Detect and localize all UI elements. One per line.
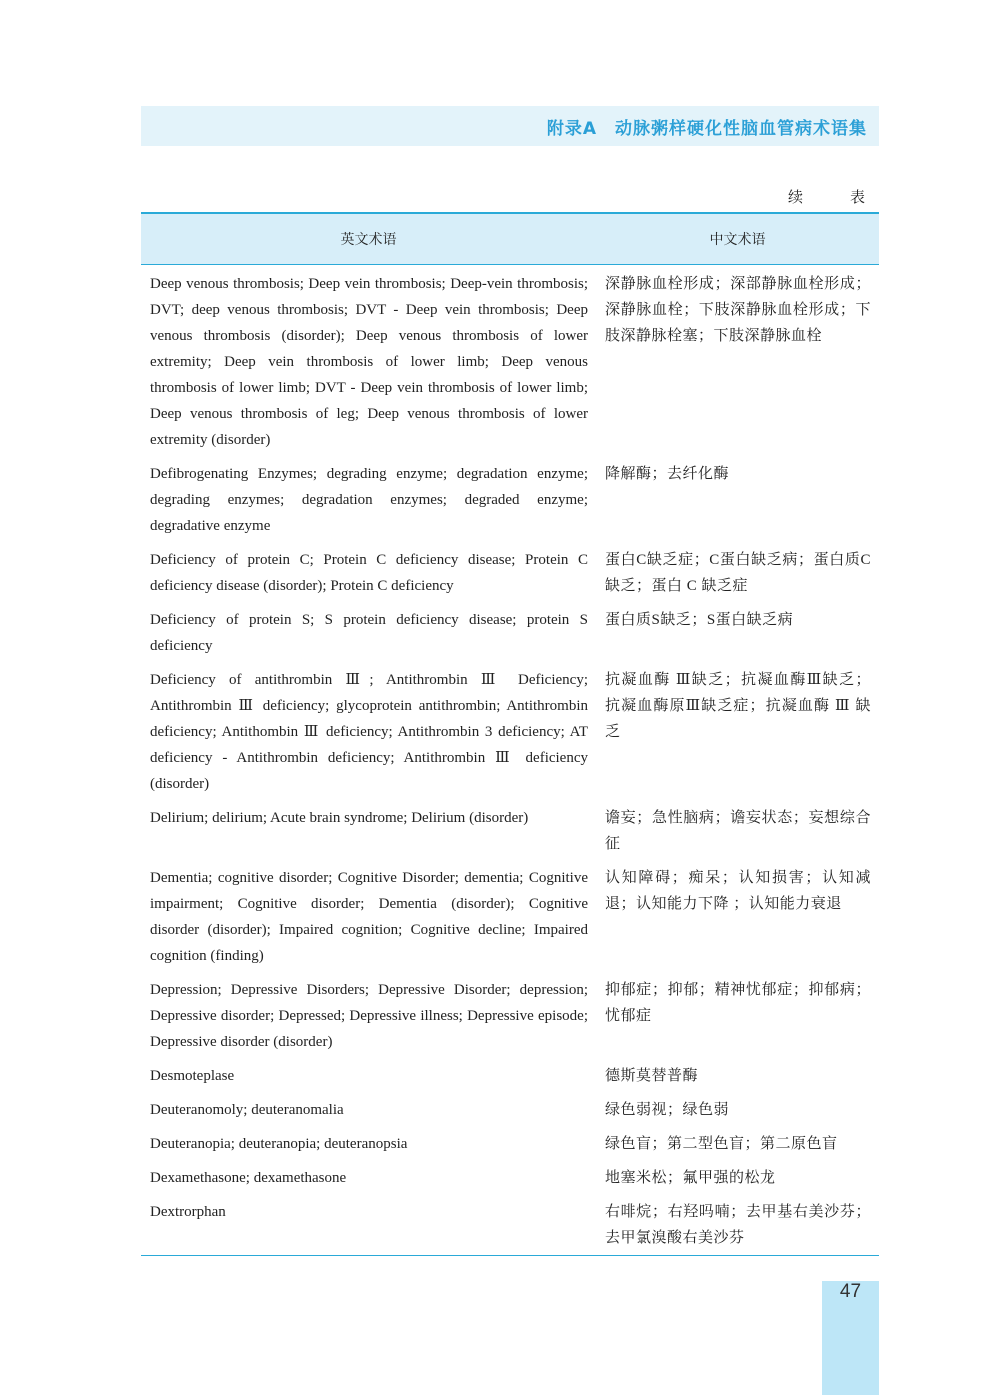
english-term-cell: Dextrorphan <box>150 1204 226 1220</box>
english-term-cell: Depression; Depressive Disorders; Depressive Disorder; depression; Depressive disorder; Depressed; Depressive illness; Depressive episode; Depressive disorder (disorder) <box>150 982 588 1050</box>
chapter-header-band <box>141 106 879 146</box>
table-row <box>141 861 879 973</box>
chapter-title: 附录A 动脉粥样硬化性脑血管病术语集 <box>546 119 867 139</box>
english-term-cell: Deep venous thrombosis; Deep vein thrombosis; Deep-vein thrombosis; DVT; deep venous thrombosis; DVT - Deep vein thrombosis; Deep venous thrombosis (disorder); Deep venous thrombosis of lower extremity; Deep vein thrombosis of lower limb; Deep venous thrombosis of lower limb; DVT - Deep vein thrombosis of lower limb; Deep venous thrombosis of leg; Deep venous thrombosis of lower extremity (disorder) <box>150 276 588 448</box>
terminology-table <box>141 212 879 1256</box>
table-row <box>141 1093 879 1127</box>
table-row <box>141 801 879 861</box>
table-row <box>141 543 879 603</box>
chinese-term-cell: 蛋白质S缺乏；S蛋白缺乏病 <box>605 612 794 628</box>
table-row <box>141 603 879 663</box>
column-header-english: 英文术语 <box>141 213 596 265</box>
chinese-term-cell: 降解酶；去纤化酶 <box>605 466 730 482</box>
english-term-cell: Dexamethasone; dexamethasone <box>150 1170 347 1186</box>
table-header-row <box>141 213 879 265</box>
english-term-cell: Defibrogenating Enzymes; degrading enzyme; degradation enzyme; degrading enzymes; degradation enzymes; degraded enzyme; degradative enzyme <box>150 466 588 534</box>
english-term-cell: Deficiency of protein C; Protein C deficiency disease; Protein C deficiency disease (disorder); Protein C deficiency <box>150 552 588 594</box>
table-row <box>141 663 879 801</box>
chinese-term-cell: 谵妄；急性脑病；谵妄状态；妄想综合征 <box>605 810 871 852</box>
table-row <box>141 1127 879 1161</box>
column-header-chinese: 中文术语 <box>596 213 879 265</box>
table-row <box>141 265 879 458</box>
english-term-cell: Desmoteplase <box>150 1068 235 1084</box>
chinese-term-cell: 认知障碍；痴呆；认知损害；认知减退；认知能力下降 ；认知能力衰退 <box>605 870 871 912</box>
english-term-cell: Deuteranopia; deuteranopia; deuteranopsia <box>150 1136 408 1152</box>
table-row <box>141 1195 879 1256</box>
page-number-tab <box>822 1281 879 1395</box>
page-number: 47 <box>839 1281 862 1302</box>
chinese-term-cell: 抗凝血酶 Ⅲ缺乏；抗凝血酶Ⅲ缺乏；抗凝血酶原Ⅲ缺乏症；抗凝血酶 Ⅲ 缺乏 <box>605 672 871 740</box>
table-row <box>141 457 879 543</box>
table-row <box>141 973 879 1059</box>
english-term-cell: Deficiency of antithrombin Ⅲ; Antithrombin Ⅲ Deficiency; Antithrombin Ⅲ deficiency; glycoprotein antithrombin; Antithrombin deficiency; Antithombin Ⅲ deficiency; Antithrombin 3 deficiency; AT deficiency - Antithrombin deficiency; Antithrombin Ⅲ deficiency (disorder) <box>150 672 588 792</box>
chinese-term-cell: 绿色弱视；绿色弱 <box>605 1102 730 1118</box>
chinese-term-cell: 深静脉血栓形成；深部静脉血栓形成；深静脉血栓；下肢深静脉血栓形成；下肢深静脉栓塞；下肢深静脉血栓 <box>605 276 871 344</box>
chinese-term-cell: 地塞米松；氟甲强的松龙 <box>605 1170 776 1186</box>
english-term-cell: Deuteranomoly; deuteranomalia <box>150 1102 344 1118</box>
english-term-cell: Deficiency of protein S; S protein deficiency disease; protein S deficiency <box>150 612 588 654</box>
table-row <box>141 1161 879 1195</box>
chinese-term-cell: 抑郁症；抑郁；精神忧郁症；抑郁病；忧郁症 <box>605 982 871 1024</box>
english-term-cell: Delirium; delirium; Acute brain syndrome; Delirium (disorder) <box>150 810 529 826</box>
table-row <box>141 1059 879 1093</box>
continued-label: 续 表 <box>788 188 882 206</box>
chinese-term-cell: 右啡烷；右羟吗喃；去甲基右美沙芬；去甲氯溴酸右美沙芬 <box>605 1204 871 1246</box>
english-term-cell: Dementia; cognitive disorder; Cognitive Disorder; dementia; Cognitive impairment; Cognitive disorder; Dementia (disorder); Cognitive disorder (disorder); Impaired cognition; Cognitive decline; Impaired cognition (finding) <box>150 870 588 964</box>
chinese-term-cell: 德斯莫替普酶 <box>605 1068 699 1084</box>
chinese-term-cell: 蛋白C缺乏症；C蛋白缺乏病；蛋白质C缺乏；蛋白 C 缺乏症 <box>605 552 871 594</box>
chinese-term-cell: 绿色盲；第二型色盲；第二原色盲 <box>605 1136 838 1152</box>
